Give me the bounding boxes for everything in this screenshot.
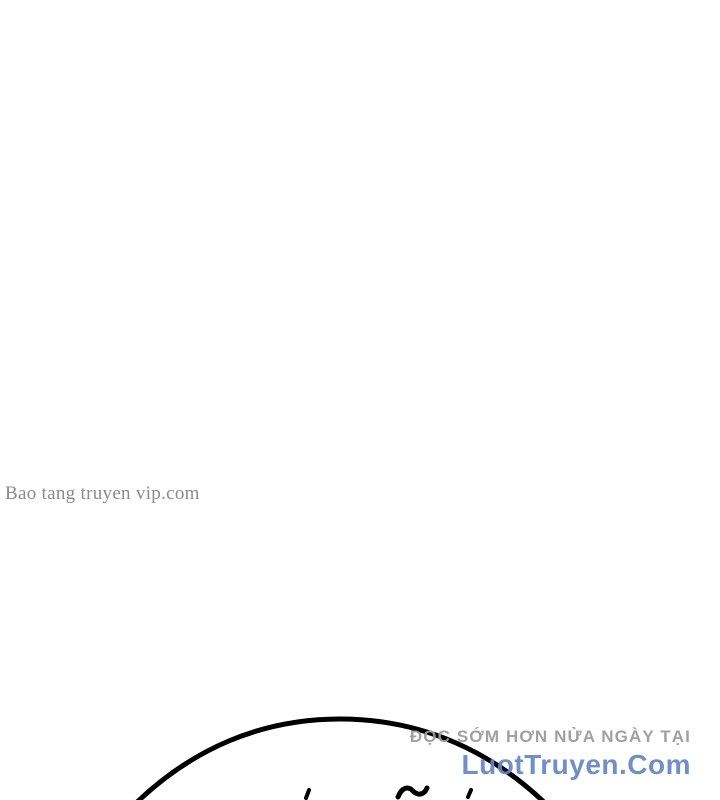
cutoff-letter-tilde-mark xyxy=(398,788,427,797)
source-watermark-text: Bao tang truyen vip.com xyxy=(5,483,200,504)
promo-tagline-text: ĐỌC SỚM HƠN NỬA NGÀY TẠI xyxy=(409,727,691,746)
promo-site-name[interactable]: LuotTruyen.Com xyxy=(461,749,691,780)
cutoff-letter-mark-left xyxy=(306,790,309,798)
promo-watermark xyxy=(410,728,691,779)
cutoff-letter-mark-right xyxy=(468,790,471,797)
